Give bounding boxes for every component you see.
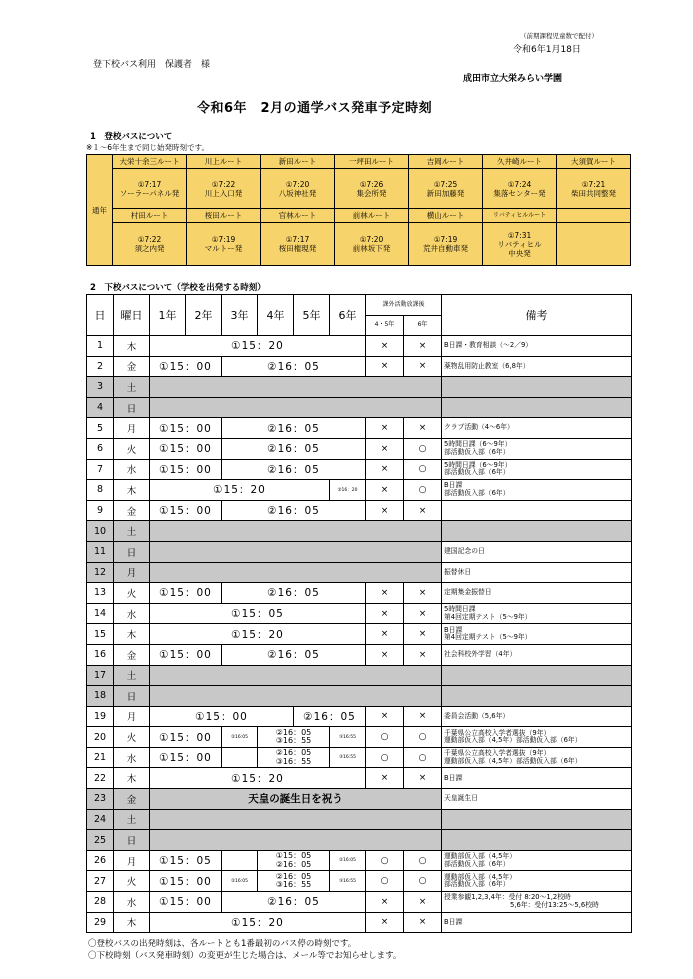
schedule-row bbox=[87, 747, 632, 768]
remarks-cell: 授業参観1,2,3,4年：受付 8:20～1,2校時 5,6年：受付13:25～5,6校時 bbox=[442, 892, 632, 913]
day-number: 10 bbox=[87, 521, 114, 542]
remarks-header: 備考 bbox=[442, 295, 632, 336]
club-grade45-mark: × bbox=[366, 356, 404, 377]
day-number: 13 bbox=[87, 583, 114, 604]
day-number: 12 bbox=[87, 562, 114, 583]
departure-time-1: ①15：00 bbox=[150, 356, 222, 377]
club-grade45-mark: × bbox=[366, 706, 404, 727]
day-number: 9 bbox=[87, 500, 114, 521]
remarks-cell bbox=[442, 521, 632, 542]
weekday: 土 bbox=[114, 665, 150, 686]
remarks-cell: 定期集金振替日 bbox=[442, 583, 632, 604]
day-number: 8 bbox=[87, 480, 114, 501]
route-departure: ①7:24 集落センター発 bbox=[483, 169, 557, 209]
club-grade6-mark: ○ bbox=[404, 871, 442, 892]
issue-date: 令和6年1月18日 bbox=[513, 45, 581, 55]
route-departure: ①7:20 前林坂下発 bbox=[335, 223, 409, 266]
day-number: 21 bbox=[87, 747, 114, 768]
remarks-cell: 建国記念の日 bbox=[442, 541, 632, 562]
departure-time-2: ②16：05 ③16：55 bbox=[258, 747, 330, 768]
route-name: 新田ルート bbox=[261, 155, 335, 169]
schedule-row bbox=[87, 562, 632, 583]
schedule-row bbox=[87, 480, 632, 501]
departure-time-1: ①15：00 bbox=[150, 747, 222, 768]
schedule-row bbox=[87, 665, 632, 686]
route-name: 横山ルート bbox=[409, 209, 483, 223]
grade6-header: 6年 bbox=[404, 316, 442, 336]
route-name: 村田ルート bbox=[113, 209, 187, 223]
route-departure: ①7:19 マルトー発 bbox=[187, 223, 261, 266]
weekday: 金 bbox=[114, 644, 150, 665]
day-number: 24 bbox=[87, 809, 114, 830]
no-service-cell bbox=[150, 686, 442, 707]
route-name: 大栄十余三ルート bbox=[113, 155, 187, 169]
route-departure: ①7:17 ソーラーパネル発 bbox=[113, 169, 187, 209]
remarks-cell bbox=[442, 686, 632, 707]
weekday: 月 bbox=[114, 706, 150, 727]
route-name: 官林ルート bbox=[261, 209, 335, 223]
schedule-row bbox=[87, 871, 632, 892]
weekday: 日 bbox=[114, 830, 150, 851]
grade-header: 6年 bbox=[330, 295, 366, 336]
departure-time-small bbox=[222, 850, 258, 871]
no-service-cell bbox=[150, 562, 442, 583]
no-service-cell bbox=[150, 665, 442, 686]
schedule-row bbox=[87, 644, 632, 665]
club-grade45-mark: ○ bbox=[366, 727, 404, 748]
day-number: 17 bbox=[87, 665, 114, 686]
grade-header: 1年 bbox=[150, 295, 186, 336]
addressee: 登下校バス利用 保護者 様 bbox=[93, 60, 211, 70]
day-number: 19 bbox=[87, 706, 114, 727]
day-number: 18 bbox=[87, 686, 114, 707]
grade-header: 4年 bbox=[258, 295, 294, 336]
remarks-cell: 社会科校外学習（4年） bbox=[442, 644, 632, 665]
club-grade45-mark: × bbox=[366, 768, 404, 789]
club-activity-header: 課外活動放課後 bbox=[366, 295, 442, 316]
page-title: 令和6年 2月の通学バス発車予定時刻 bbox=[197, 101, 433, 116]
club-grade6-mark: × bbox=[404, 768, 442, 789]
schedule-row bbox=[87, 727, 632, 748]
club-grade45-mark: × bbox=[366, 500, 404, 521]
departure-time-2: ②16：05 bbox=[222, 356, 366, 377]
departure-time-1: ①15：00 bbox=[150, 871, 222, 892]
club-grade45-mark: × bbox=[366, 459, 404, 480]
departure-time-small: ②16:05 bbox=[222, 871, 258, 892]
schedule-row bbox=[87, 768, 632, 789]
weekday: 水 bbox=[114, 892, 150, 913]
remarks-cell: 薬物乱用防止教室（6,8年） bbox=[442, 356, 632, 377]
club-grade6-mark: × bbox=[404, 418, 442, 439]
departure-time-1: ①15：00 bbox=[150, 459, 222, 480]
remarks-cell bbox=[442, 830, 632, 851]
departure-time-1: ①15：00 bbox=[150, 583, 222, 604]
remarks-cell: B日課・教育相談（～2／9） bbox=[442, 336, 632, 357]
no-service-cell bbox=[150, 377, 442, 398]
departure-time-2: ②16：05 bbox=[222, 644, 366, 665]
weekday: 日 bbox=[114, 686, 150, 707]
day-number: 29 bbox=[87, 912, 114, 933]
departure-time-small: ②16:05 bbox=[222, 727, 258, 748]
schedule-row bbox=[87, 809, 632, 830]
grade45-header: 4・5年 bbox=[366, 316, 404, 336]
club-grade45-mark: × bbox=[366, 912, 404, 933]
day-number: 16 bbox=[87, 644, 114, 665]
remarks-cell bbox=[442, 809, 632, 830]
day-number: 25 bbox=[87, 830, 114, 851]
departure-time-1: ①15：00 bbox=[150, 438, 222, 459]
route-departure: ①7:26 集会所発 bbox=[335, 169, 409, 209]
club-grade45-mark: × bbox=[366, 438, 404, 459]
weekday: 火 bbox=[114, 438, 150, 459]
route-departure: ①7:22 須之内発 bbox=[113, 223, 187, 266]
weekday: 日 bbox=[114, 397, 150, 418]
remarks-cell: 運動部仮入部（4,5年） 部活動仮入部（6年） bbox=[442, 871, 632, 892]
day-number: 6 bbox=[87, 438, 114, 459]
schedule-row bbox=[87, 397, 632, 418]
weekday: 月 bbox=[114, 562, 150, 583]
club-grade45-mark: × bbox=[366, 583, 404, 604]
weekday: 木 bbox=[114, 912, 150, 933]
remarks-cell bbox=[442, 665, 632, 686]
departure-time-small: ②16：20 bbox=[330, 480, 366, 501]
day-number: 28 bbox=[87, 892, 114, 913]
club-grade6-mark: ○ bbox=[404, 438, 442, 459]
no-service-cell bbox=[150, 521, 442, 542]
club-grade6-mark: × bbox=[404, 336, 442, 357]
departure-time-2: ②16：05 bbox=[222, 418, 366, 439]
route-departure: ①7:31 リバティヒル 中央発 bbox=[483, 223, 557, 266]
club-grade6-mark: ○ bbox=[404, 727, 442, 748]
departure-time-small: ③16:55 bbox=[330, 871, 366, 892]
route-name: 吉岡ルート bbox=[409, 155, 483, 169]
club-grade6-mark: × bbox=[404, 583, 442, 604]
departure-time-small: ③16:55 bbox=[330, 727, 366, 748]
departure-time-1: ①15：00 bbox=[150, 727, 222, 748]
no-service-cell bbox=[150, 809, 442, 830]
schedule-row bbox=[87, 686, 632, 707]
departure-time-small: ②16:05 bbox=[330, 850, 366, 871]
schedule-row bbox=[87, 850, 632, 871]
schedule-row bbox=[87, 500, 632, 521]
route-name: リバティヒルルート bbox=[483, 209, 557, 223]
schedule-row bbox=[87, 377, 632, 398]
day-number: 3 bbox=[87, 377, 114, 398]
day-number: 27 bbox=[87, 871, 114, 892]
club-grade6-mark: × bbox=[404, 624, 442, 645]
schedule-row bbox=[87, 789, 632, 810]
weekday: 木 bbox=[114, 624, 150, 645]
schedule-row bbox=[87, 541, 632, 562]
remarks-cell: B日課 第4回定期テスト（5～9年） bbox=[442, 624, 632, 645]
schedule-row bbox=[87, 603, 632, 624]
holiday-banner: 天皇の誕生日を祝う bbox=[150, 789, 442, 810]
year-round-label: 通年 bbox=[87, 155, 113, 266]
club-grade45-mark: ○ bbox=[366, 747, 404, 768]
schedule-row bbox=[87, 438, 632, 459]
departure-time-1: ①15：00 bbox=[150, 706, 294, 727]
remarks-cell: 5時間日課 第4回定期テスト（5～9年） bbox=[442, 603, 632, 624]
day-number: 1 bbox=[87, 336, 114, 357]
grade-header: 2年 bbox=[186, 295, 222, 336]
departure-time-2: ②16：05 bbox=[222, 459, 366, 480]
day-number: 2 bbox=[87, 356, 114, 377]
club-grade6-mark: ○ bbox=[404, 459, 442, 480]
section1-note: ※１～6年生まで同じ始発時刻です。 bbox=[86, 143, 209, 152]
schedule-row bbox=[87, 583, 632, 604]
remarks-cell: 振替休日 bbox=[442, 562, 632, 583]
departure-time-1: ①15：00 bbox=[150, 644, 222, 665]
school-name: 成田市立大栄みらい学園 bbox=[463, 74, 563, 84]
departure-time-1: ①15：00 bbox=[150, 500, 222, 521]
club-grade45-mark: × bbox=[366, 892, 404, 913]
day-number: 4 bbox=[87, 397, 114, 418]
weekday: 水 bbox=[114, 459, 150, 480]
club-grade45-mark: × bbox=[366, 603, 404, 624]
weekday: 木 bbox=[114, 768, 150, 789]
route-departure bbox=[557, 223, 631, 266]
departure-time-small bbox=[222, 747, 258, 768]
schedule-row bbox=[87, 830, 632, 851]
weekday: 水 bbox=[114, 747, 150, 768]
weekday: 金 bbox=[114, 356, 150, 377]
club-grade6-mark: × bbox=[404, 500, 442, 521]
schedule-row bbox=[87, 356, 632, 377]
route-departure: ①7:19 荒井自動車発 bbox=[409, 223, 483, 266]
day-number: 11 bbox=[87, 541, 114, 562]
distribution-note: （前期課程児童数で配付） bbox=[520, 32, 598, 40]
day-number: 5 bbox=[87, 418, 114, 439]
footer-note-2: 〇下校時刻（バス発車時刻）の変更が生じた場合は、メール等でお知らせします。 bbox=[88, 951, 402, 961]
club-grade45-mark: × bbox=[366, 644, 404, 665]
schedule-row bbox=[87, 521, 632, 542]
club-grade6-mark: × bbox=[404, 892, 442, 913]
weekday: 火 bbox=[114, 583, 150, 604]
club-grade45-mark: ○ bbox=[366, 850, 404, 871]
no-service-cell bbox=[150, 541, 442, 562]
route-name: 大須賀ルート bbox=[557, 155, 631, 169]
route-name: 川上ルート bbox=[187, 155, 261, 169]
route-departure: ①7:22 川上入口発 bbox=[187, 169, 261, 209]
departure-time-2: ②16：05 bbox=[222, 500, 366, 521]
club-grade45-mark: ○ bbox=[366, 871, 404, 892]
club-grade45-mark: × bbox=[366, 624, 404, 645]
weekday: 木 bbox=[114, 336, 150, 357]
club-grade6-mark: × bbox=[404, 356, 442, 377]
remarks-cell: 5時間日課（6～9年） 部活動仮入部（6年） bbox=[442, 438, 632, 459]
departure-time-2: ②16：05 ③16：55 bbox=[258, 727, 330, 748]
departure-time-2: ②16：05 bbox=[222, 583, 366, 604]
departure-time-1: ①15：20 bbox=[150, 480, 330, 501]
schedule-row bbox=[87, 624, 632, 645]
morning-route-table bbox=[86, 154, 631, 266]
remarks-cell: 千葉県公立高校入学者選抜（9年） 運動部仮入部（4,5年）部活動仮入部（6年） bbox=[442, 747, 632, 768]
departure-time-2: ①15：05 ②16：05 bbox=[258, 850, 330, 871]
day-number: 20 bbox=[87, 727, 114, 748]
remarks-cell bbox=[442, 377, 632, 398]
route-name: 前林ルート bbox=[335, 209, 409, 223]
weekday: 土 bbox=[114, 521, 150, 542]
day-number: 15 bbox=[87, 624, 114, 645]
club-grade45-mark: × bbox=[366, 418, 404, 439]
departure-time-2: ②16：05 bbox=[294, 706, 366, 727]
remarks-cell: B日課 bbox=[442, 768, 632, 789]
route-departure: ①7:21 柴田共同整発 bbox=[557, 169, 631, 209]
no-service-cell bbox=[150, 830, 442, 851]
departure-time-1: ①15：05 bbox=[150, 850, 222, 871]
schedule-row bbox=[87, 459, 632, 480]
remarks-cell: B日課 部活動仮入部（6年） bbox=[442, 480, 632, 501]
departure-time-small: ③16:55 bbox=[330, 747, 366, 768]
weekday: 月 bbox=[114, 418, 150, 439]
club-grade6-mark: × bbox=[404, 912, 442, 933]
route-name: 一坪田ルート bbox=[335, 155, 409, 169]
departure-time-1: ①15：00 bbox=[150, 418, 222, 439]
club-grade6-mark: ○ bbox=[404, 747, 442, 768]
route-departure: ①7:25 新田加藤発 bbox=[409, 169, 483, 209]
day-number: 7 bbox=[87, 459, 114, 480]
remarks-cell: 千葉県公立高校入学者選抜（9年） 運動部仮入部（4,5年）部活動仮入部（6年） bbox=[442, 727, 632, 748]
club-grade6-mark: ○ bbox=[404, 480, 442, 501]
departure-time-1: ①15：20 bbox=[150, 624, 366, 645]
remarks-cell bbox=[442, 397, 632, 418]
departure-time-1: ①15：05 bbox=[150, 603, 366, 624]
route-departure: ①7:17 桜田権現発 bbox=[261, 223, 335, 266]
departure-time-1: ①15：20 bbox=[150, 912, 366, 933]
departure-time-2: ②16：05 bbox=[222, 438, 366, 459]
schedule-row bbox=[87, 418, 632, 439]
schedule-row bbox=[87, 706, 632, 727]
remarks-cell: クラブ活動（4～6年） bbox=[442, 418, 632, 439]
route-name: 久井崎ルート bbox=[483, 155, 557, 169]
weekday: 火 bbox=[114, 727, 150, 748]
weekday: 木 bbox=[114, 480, 150, 501]
club-grade6-mark: × bbox=[404, 603, 442, 624]
dismissal-schedule-table bbox=[86, 294, 632, 933]
club-grade6-mark: ○ bbox=[404, 850, 442, 871]
weekday: 月 bbox=[114, 850, 150, 871]
departure-time-2: ②16：05 bbox=[222, 892, 366, 913]
departure-time-2: ②16：05 ③16：55 bbox=[258, 871, 330, 892]
route-name bbox=[557, 209, 631, 223]
route-name: 桜田ルート bbox=[187, 209, 261, 223]
club-grade6-mark: × bbox=[404, 706, 442, 727]
day-header: 日 bbox=[87, 295, 114, 336]
remarks-cell: 委員会活動（5,6年） bbox=[442, 706, 632, 727]
club-grade45-mark: × bbox=[366, 480, 404, 501]
grade-header: 3年 bbox=[222, 295, 258, 336]
grade-header: 5年 bbox=[294, 295, 330, 336]
weekday: 火 bbox=[114, 871, 150, 892]
weekday: 日 bbox=[114, 541, 150, 562]
departure-time-1: ①15：20 bbox=[150, 768, 366, 789]
remarks-cell: B日課 bbox=[442, 912, 632, 933]
departure-time-1: ①15：00 bbox=[150, 892, 222, 913]
day-number: 23 bbox=[87, 789, 114, 810]
remarks-cell: 天皇誕生日 bbox=[442, 789, 632, 810]
footer-note-1: 〇登校バスの出発時刻は、各ルートとも1番最初のバス停の時刻です。 bbox=[88, 939, 357, 949]
day-number: 22 bbox=[87, 768, 114, 789]
schedule-row bbox=[87, 892, 632, 913]
weekday: 土 bbox=[114, 377, 150, 398]
club-grade6-mark: × bbox=[404, 644, 442, 665]
day-number: 14 bbox=[87, 603, 114, 624]
remarks-cell bbox=[442, 500, 632, 521]
weekday-header: 曜日 bbox=[114, 295, 150, 336]
route-departure: ①7:20 八坂神社発 bbox=[261, 169, 335, 209]
weekday: 金 bbox=[114, 789, 150, 810]
weekday: 土 bbox=[114, 809, 150, 830]
club-grade45-mark: × bbox=[366, 336, 404, 357]
departure-time-1: ①15：20 bbox=[150, 336, 366, 357]
section1-heading: 1 登校バスについて bbox=[90, 132, 173, 142]
remarks-cell: 運動部仮入部（4,5年） 部活動仮入部（6年） bbox=[442, 850, 632, 871]
remarks-cell: 5時間日課（6～9年） 部活動仮入部（6年） bbox=[442, 459, 632, 480]
weekday: 金 bbox=[114, 500, 150, 521]
no-service-cell bbox=[150, 397, 442, 418]
section2-heading: 2 下校バスについて（学校を出発する時刻） bbox=[90, 283, 266, 293]
schedule-row bbox=[87, 336, 632, 357]
day-number: 26 bbox=[87, 850, 114, 871]
schedule-row bbox=[87, 912, 632, 933]
weekday: 水 bbox=[114, 603, 150, 624]
